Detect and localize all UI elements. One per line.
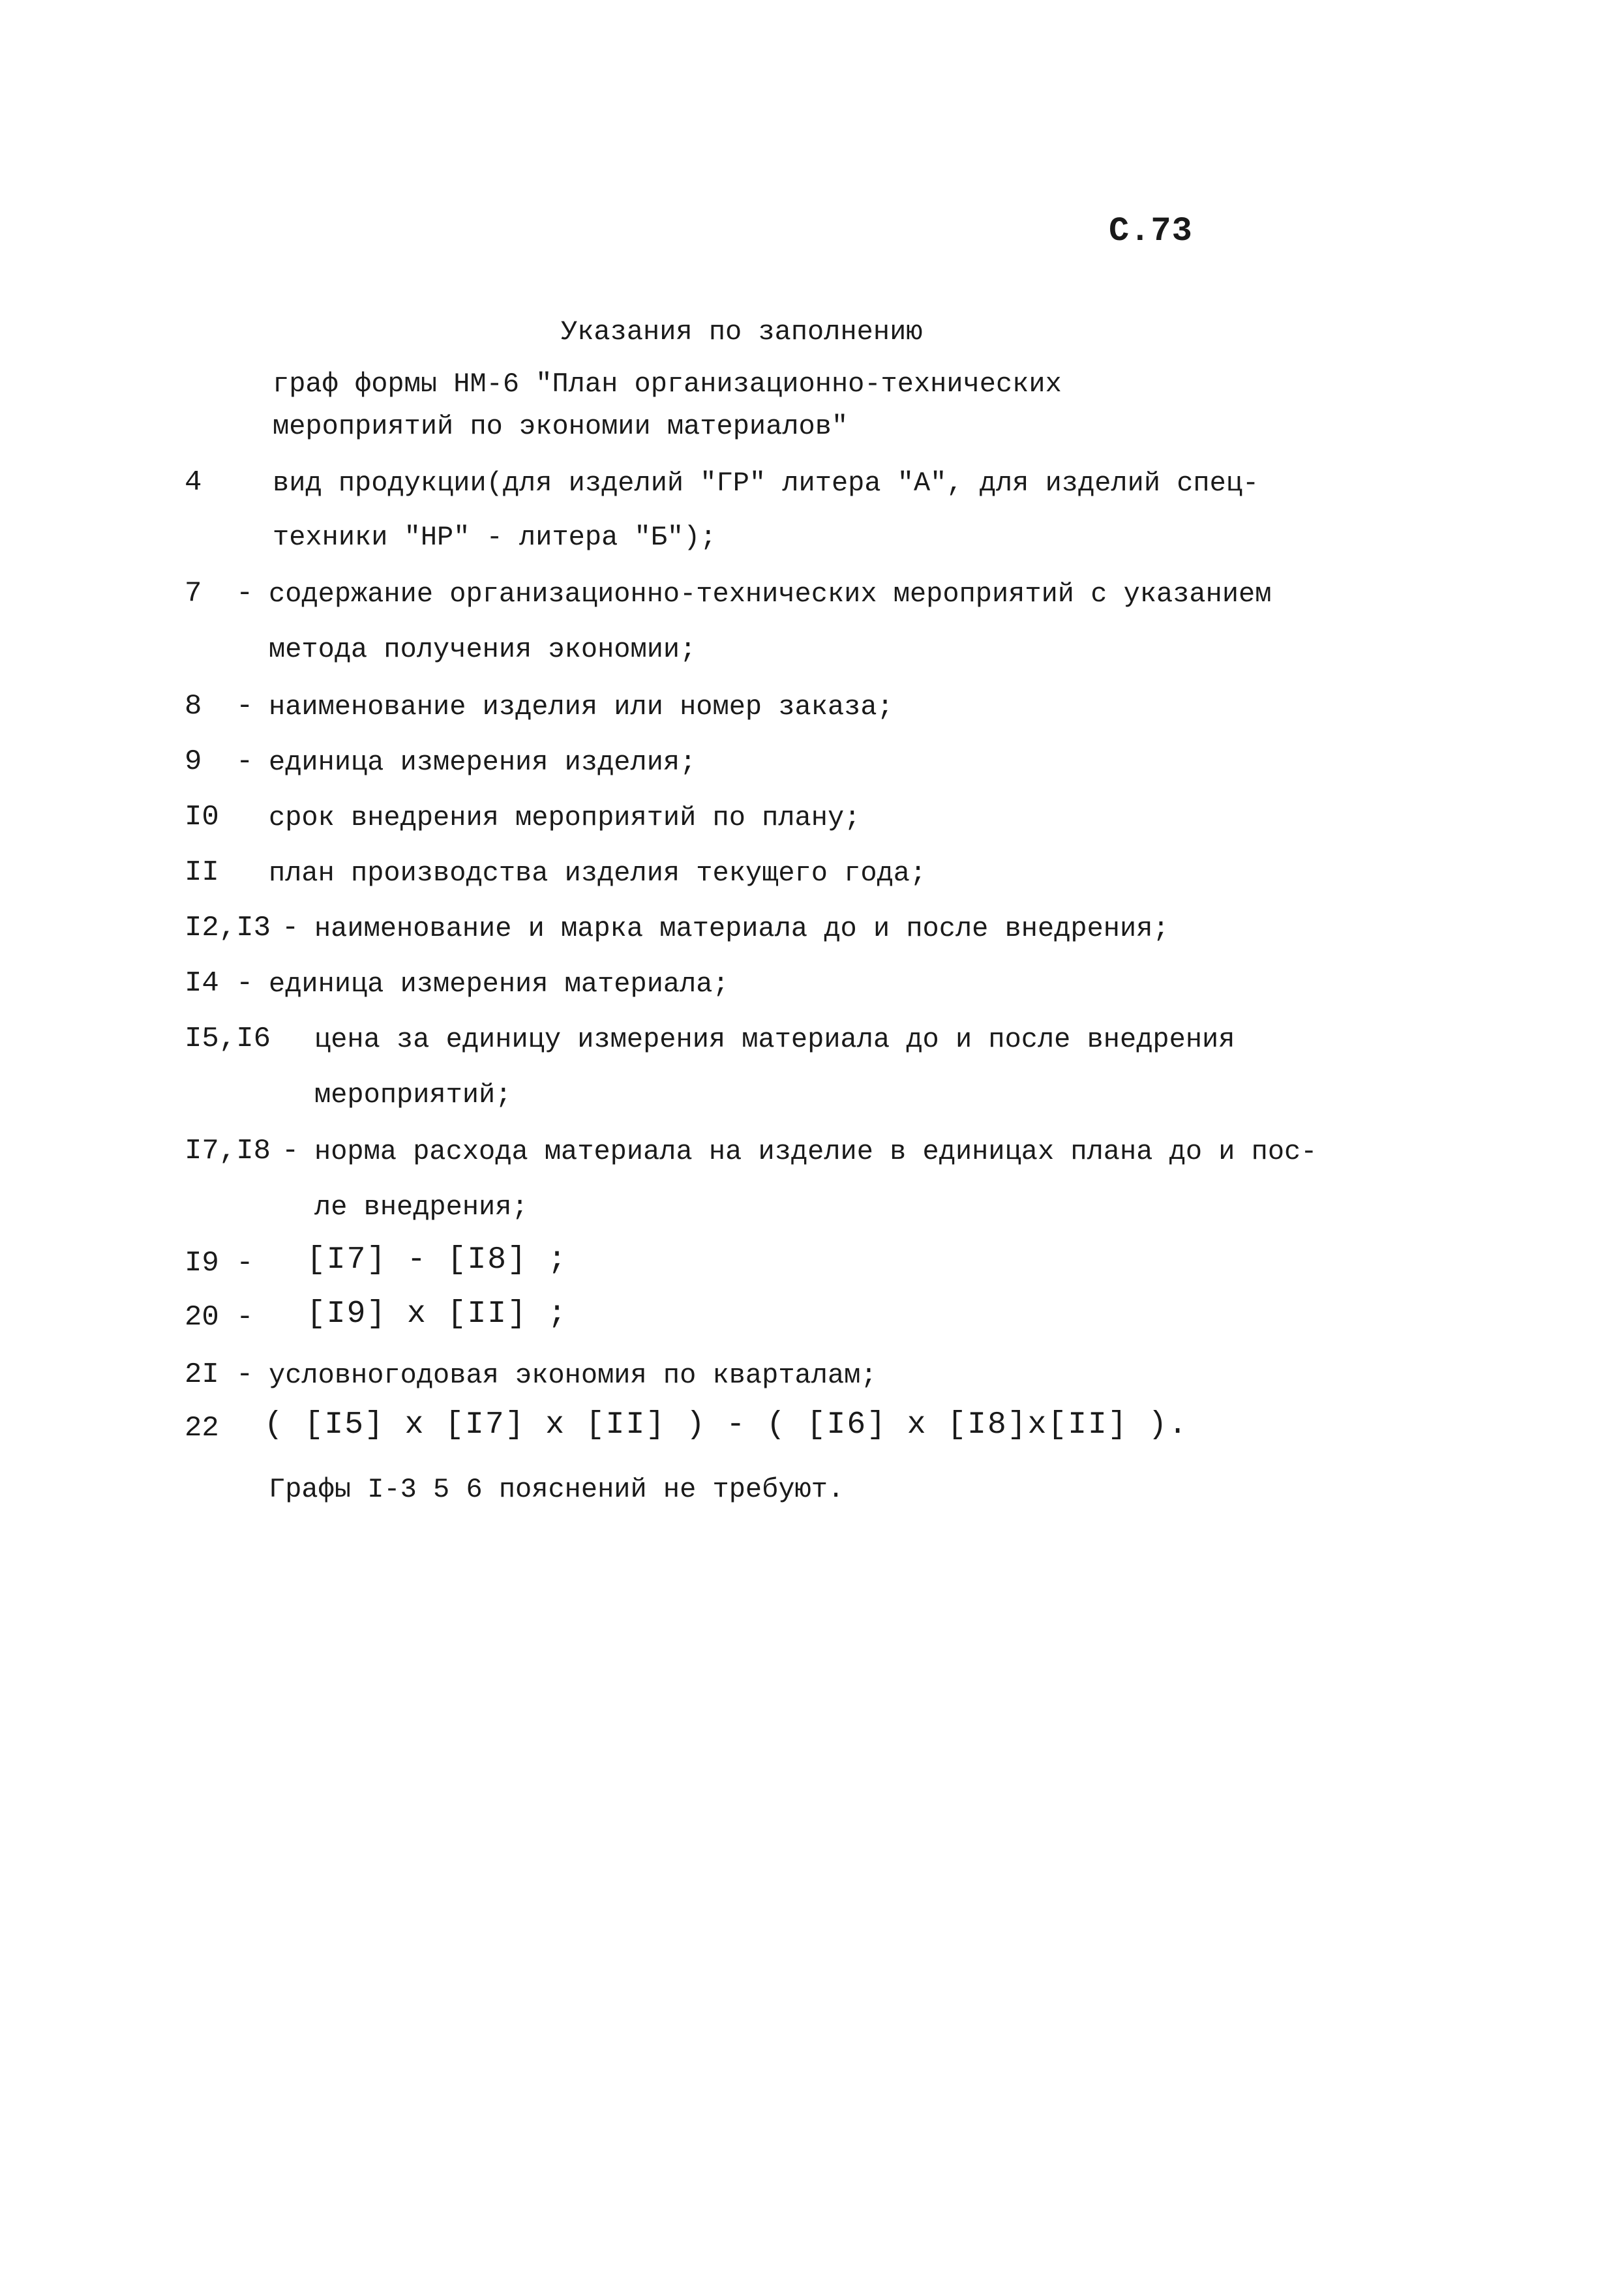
item-dash: - — [236, 1358, 254, 1391]
item-number: 2I — [185, 1358, 219, 1391]
item-text: срок внедрения мероприятий по плану; — [269, 802, 861, 833]
item-number: 8 — [185, 690, 202, 723]
item-text-continued: техники "НР" - литера "Б"); — [273, 522, 717, 553]
item-number: 4 — [185, 466, 202, 499]
item-text: содержание организационно-технических мероприятий с указанием — [269, 578, 1272, 610]
item-text: условногодовая экономия по кварталам; — [269, 1360, 877, 1391]
document-subtitle-line-1: граф формы НМ-6 "План организационно-технических — [273, 368, 1062, 400]
document-heading: Указания по заполнению — [561, 316, 923, 348]
item-text: единица измерения материала; — [269, 968, 729, 1000]
item-text-continued: ле внедрения; — [314, 1191, 528, 1223]
item-number: 7 — [185, 577, 202, 610]
item-text-continued: мероприятий; — [314, 1079, 512, 1111]
item-number: I7,I8 — [185, 1135, 271, 1167]
item-text: наименование и марка материала до и после внедрения; — [314, 913, 1169, 944]
item-number: 9 — [185, 745, 202, 778]
item-text: норма расхода материала на изделие в единицах плана до и пос- — [314, 1136, 1317, 1167]
item-number: I5,I6 — [185, 1023, 271, 1055]
item-number: 22 — [185, 1412, 219, 1445]
item-number: I0 — [185, 801, 219, 833]
item-number: II — [185, 856, 219, 889]
formula-expression: ( [I5] x [I7] x [II] ) - ( [I6] x [I8]x[II] ). — [264, 1407, 1189, 1443]
formula-expression: [I7] - [I8] ; — [307, 1242, 568, 1278]
item-dash: - — [236, 577, 254, 610]
item-text: план производства изделия текущего года; — [269, 858, 927, 889]
item-text: единица измерения изделия; — [269, 747, 697, 778]
item-dash: - — [236, 745, 254, 778]
footer-note: Графы I-3 5 6 пояснений не требуют. — [269, 1474, 845, 1505]
document-subtitle-line-2: мероприятий по экономии материалов" — [273, 411, 849, 442]
item-dash: - — [236, 967, 254, 1000]
item-text: цена за единицу измерения материала до и после внедрения — [314, 1024, 1235, 1055]
item-number: I4 — [185, 967, 219, 1000]
page-number: С.73 — [1109, 212, 1193, 250]
item-text: наименование изделия или номер заказа; — [269, 691, 894, 723]
item-dash: - — [236, 690, 254, 723]
item-number: 20 - — [185, 1301, 254, 1334]
item-dash: - — [282, 1135, 299, 1167]
item-dash: - — [282, 912, 299, 944]
item-number: I9 - — [185, 1247, 254, 1280]
item-text: вид продукции(для изделий "ГР" литера "А", для изделий спец- — [273, 468, 1259, 499]
item-number: I2,I3 — [185, 912, 271, 944]
formula-expression: [I9] x [II] ; — [307, 1296, 568, 1332]
item-text-continued: метода получения экономии; — [269, 634, 697, 665]
